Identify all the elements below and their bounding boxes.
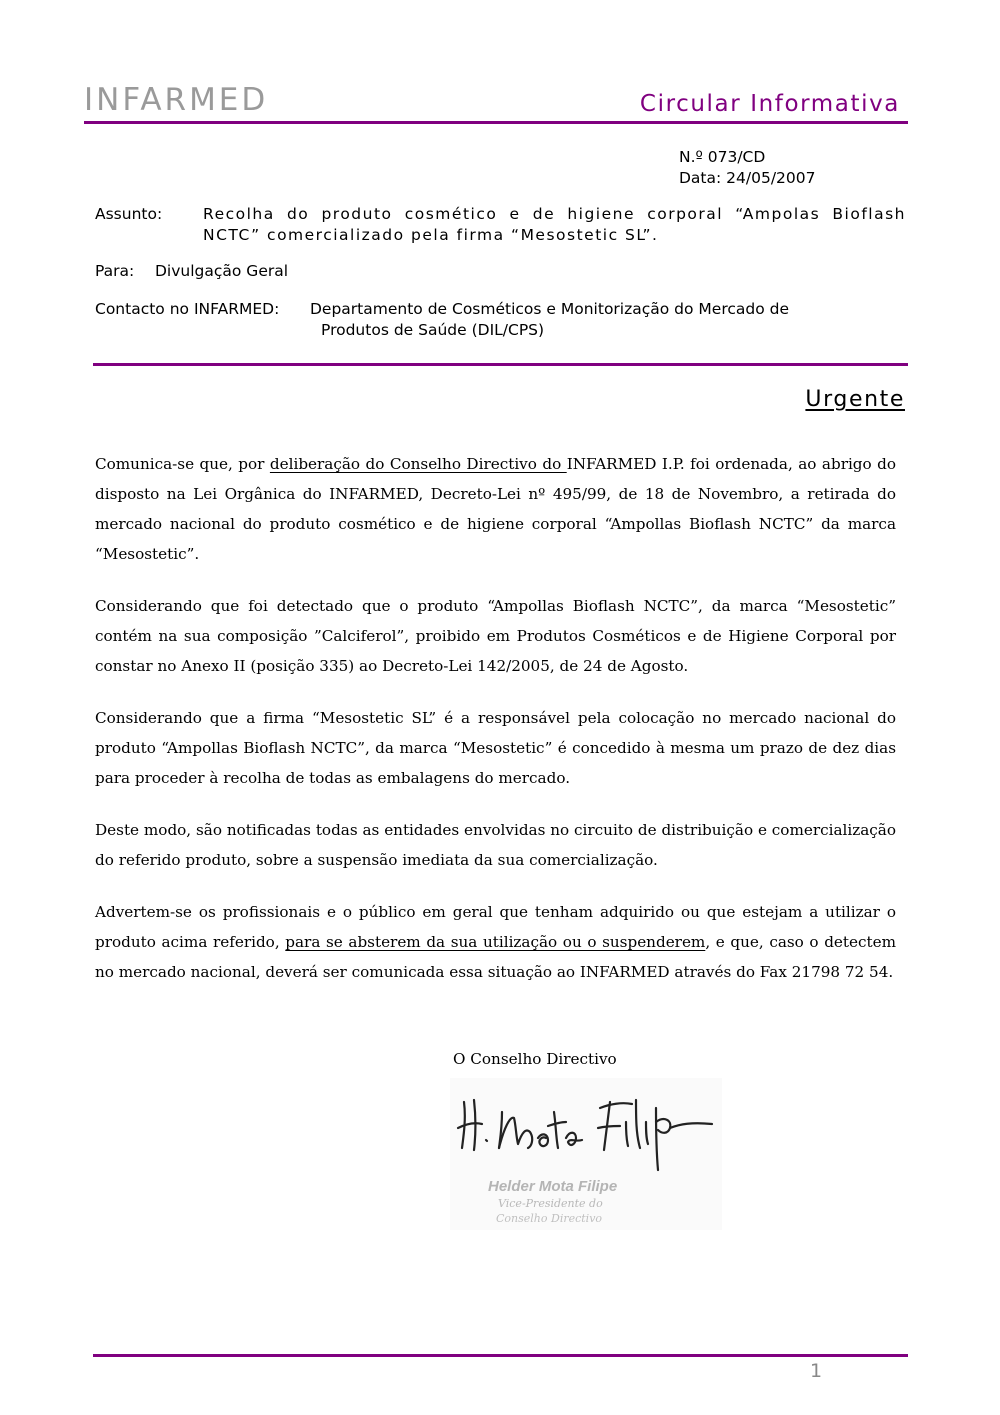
signature-name: Helder Mota Filipe: [488, 1178, 618, 1195]
paragraph-5: [95, 897, 896, 987]
paragraph-3: Considerando que a firma “Mesostetic SL” é a responsável pela colocação no mercado nacional do produto “Ampollas Bioflash NCTC”, da marca “Mesostetic” é concedido à mesma um prazo de dez dias para proceder à recolha de todas as embalagens do mercado.: [95, 709, 896, 787]
page-number: 1: [810, 1360, 823, 1382]
paragraph-2: Considerando que foi detectado que o produto “Ampollas Bioflash NCTC”, da marca “Mesostetic” contém na sua composição ”Calciferol”, proibido em Produtos Cosméticos e de Higiene Corporal por constar no Anexo II (posição 335) ao Decreto-Lei 142/2005, de 24 de Agosto.: [95, 597, 896, 675]
brand-title: INFARMED: [84, 82, 269, 118]
signature-role-line-1: Vice-Presidente do: [498, 1197, 603, 1210]
paragraph-5-end: , e que, caso o detectem no mercado nacional, deverá ser comunicada essa situação ao INFARMED através do Fax 21798 72 54.: [95, 933, 896, 981]
signature-block: [450, 1078, 722, 1230]
circular-number: N.º 073/CD: [679, 148, 766, 166]
signature-role-line-2: Conselho Directivo: [496, 1212, 603, 1225]
contact-line-1: Departamento de Cosméticos e Monitorização do Mercado de: [310, 300, 790, 318]
paragraph-1: [95, 449, 896, 569]
footer-rule: [93, 1354, 908, 1357]
section-rule: [93, 363, 908, 366]
recipient-label: Para:: [95, 262, 135, 280]
contact-label: Contacto no INFARMED:: [95, 300, 280, 318]
recipient-value: Divulgação Geral: [155, 262, 289, 280]
urgency-label: Urgente: [805, 387, 905, 412]
document-meta: [679, 147, 816, 189]
paragraph-1-end: INFARMED I.P. foi ordenada, ao abrigo do disposto na Lei Orgânica do INFARMED, Decreto-Lei nº 495/99, de 18 de Novembro, a retirada do mercado nacional do produto cosmético e de higiene corporal “Ampollas Bioflash NCTC” da marca “Mesostetic”.: [95, 455, 897, 563]
paragraph-5-underlined: para se absterem da sua utilização ou o suspenderem: [285, 933, 706, 951]
paragraph-1-underlined: deliberação do Conselho Directivo do: [269, 455, 567, 473]
circular-date: Data: 24/05/2007: [679, 169, 816, 187]
contact-line-2: Produtos de Saúde (DIL/CPS): [321, 321, 545, 339]
paragraph-1-start: Comunica-se que, por: [95, 455, 270, 473]
subject-text: Recolha do produto cosmético e de higiene corporal “Ampolas Bioflash NCTC” comercializado pela firma “Mesostetic SL”.: [203, 205, 906, 244]
document-type: Circular Informativa: [639, 91, 900, 117]
paragraph-4: Deste modo, são notificadas todas as entidades envolvidas no circuito de distribuição e comercialização do referido produto, sobre a suspensão imediata da sua comercialização.: [95, 821, 896, 869]
header-rule: [84, 121, 908, 124]
subject-label: Assunto:: [95, 205, 163, 223]
closing-line: O Conselho Directivo: [453, 1050, 617, 1068]
paragraph-5-start: Advertem-se os profissionais e o público em geral que tenham adquirido ou que estejam a utilizar o produto acima referido,: [95, 903, 896, 951]
